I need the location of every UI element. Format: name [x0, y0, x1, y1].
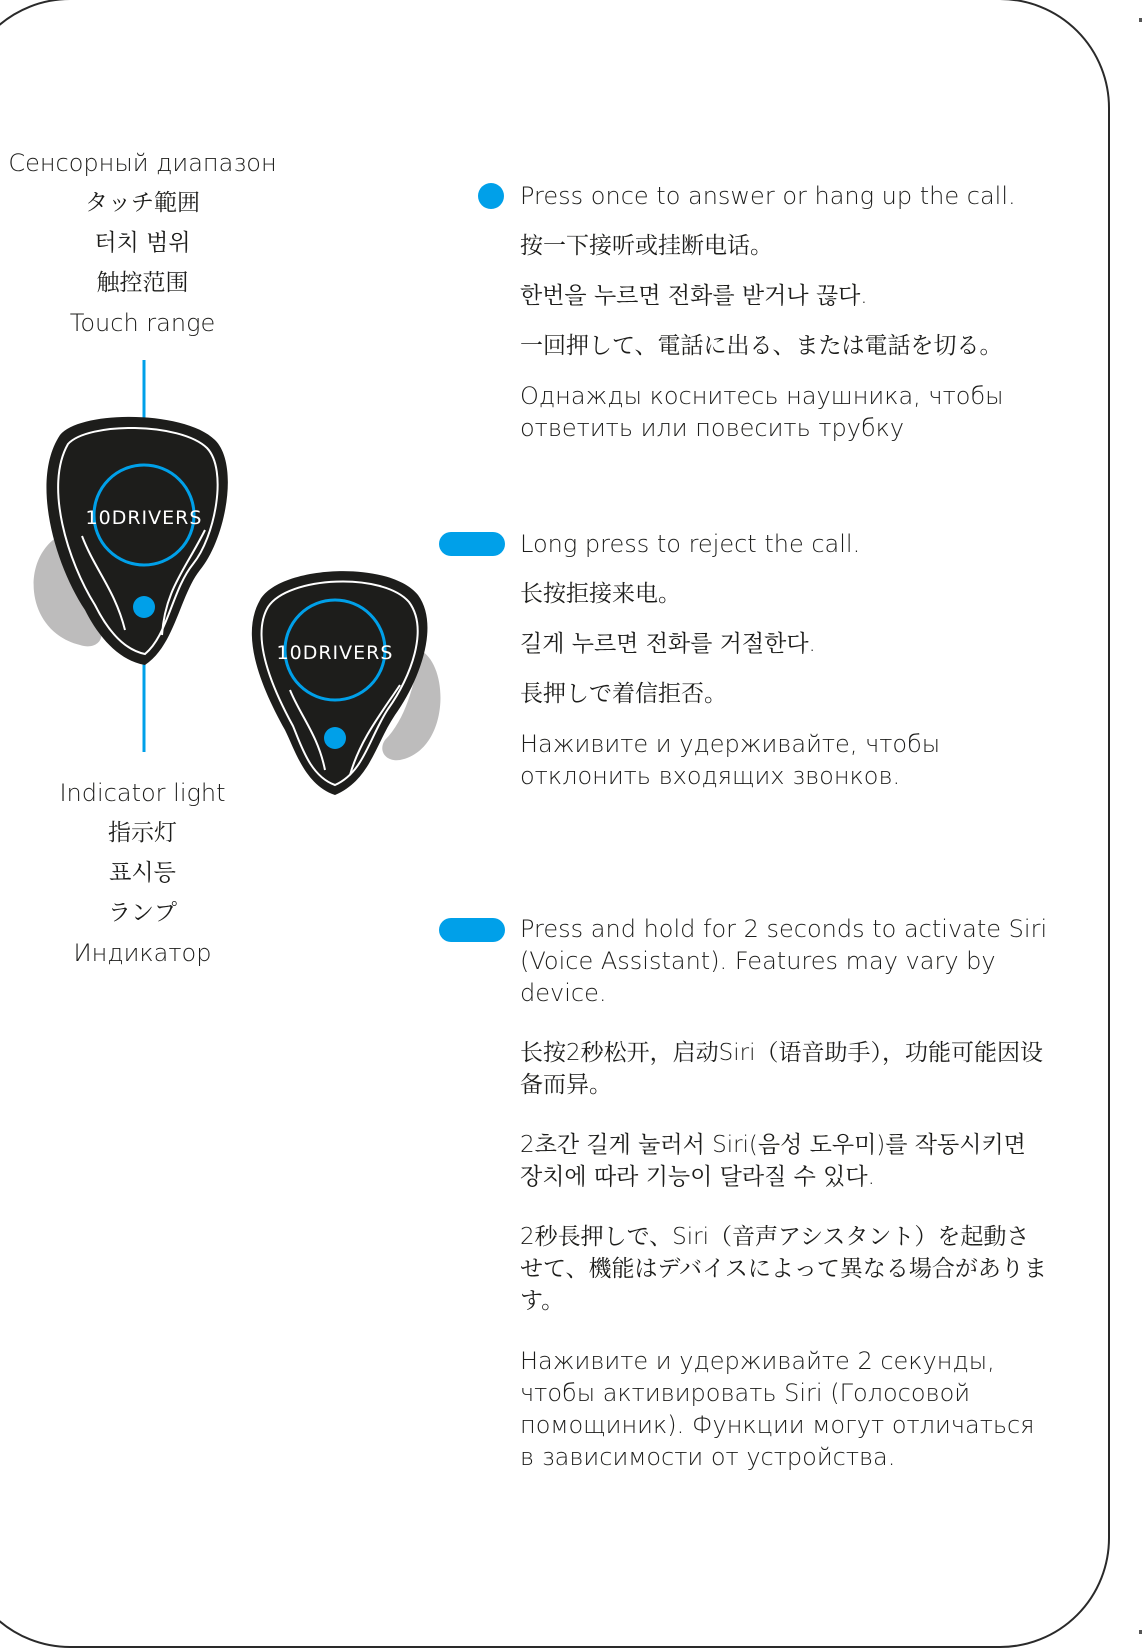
left-earbud-logo: 10DRIVERS: [85, 507, 203, 529]
indicator-label-ja: ランプ: [108, 900, 177, 926]
instruction-text-ja: 長押しで着信拒否。: [520, 681, 727, 707]
left-earbud: [34, 417, 228, 665]
right-earbud-logo: 10DRIVERS: [276, 642, 394, 664]
instruction-text-ko: 한번을 누르면 전화를 받거나 끊다.: [520, 283, 868, 309]
indicator-label-en: Indicator light: [59, 779, 226, 807]
instruction-text-en: Long press to reject the call.: [520, 530, 861, 558]
instruction-text-ru: Наживите и удерживайте 2 секунды, чтобы активировать Siri (Голосовой помощиник). Функции могут отличаться в зависимости от устройства.: [520, 1347, 1035, 1471]
instruction-text-zh: 长按拒接来电。: [520, 581, 681, 607]
indicator-light-labels: [0, 773, 285, 973]
touch-range-label-ja: タッチ範囲: [85, 190, 200, 216]
instruction-text-ko: 2초간 길게 눌러서 Siri(음성 도우미)를 작동시키면 장치에 따라 기능이 달라질 수 있다.: [520, 1132, 1026, 1190]
instruction-text-zh: 按一下接听或挂断电话。: [520, 233, 773, 259]
instruction-text-zh: 长按2秒松开，启动Siri（语音助手），功能可能因设备而异。: [520, 1040, 1043, 1098]
instruction-long-press: [520, 528, 1065, 792]
earbud-diagram: [0, 340, 460, 810]
left-indicator-light: [133, 596, 155, 618]
touch-range-labels: [0, 143, 285, 343]
touch-range-label-ru: Сенсорный диапазон: [8, 149, 277, 177]
instruction-text-en: Press once to answer or hang up the call.: [520, 182, 1016, 210]
instruction-text-ko: 길게 누르면 전화를 거절한다.: [520, 631, 816, 657]
instruction-text-ru: Наживите и удерживайте, чтобы отклонить входящих звонков.: [520, 730, 941, 790]
indicator-label-ko: 표시등: [109, 860, 176, 886]
right-earbud: [252, 571, 441, 795]
instruction-single-press: [520, 180, 1065, 444]
indicator-label-ru: Индикатор: [73, 939, 212, 967]
instruction-text-en: Press and hold for 2 seconds to activate Siri (Voice Assistant). Features may vary by device.: [520, 915, 1048, 1007]
instruction-text-ja: 一回押して、電話に出る、または電話を切る。: [520, 333, 1003, 359]
touch-range-label-ko: 터치 범위: [94, 230, 191, 256]
instruction-text-ja: 2秒長押しで、Siri（音声アシスタント）を起動させて、機能はデバイスによって異なる場合があります。: [520, 1224, 1047, 1314]
touch-range-label-zh: 触控范围: [96, 270, 189, 296]
right-earbud-shell: [252, 571, 428, 795]
long-press-pill-icon: [439, 532, 505, 556]
indicator-label-zh: 指示灯: [108, 820, 177, 846]
instruction-hold-press: [520, 913, 1050, 1473]
instruction-text-ru: Однажды коснитесь наушника, чтобы ответить или повесить трубку: [520, 382, 1004, 442]
touch-range-label-en: Touch range: [69, 309, 216, 337]
single-press-dot-icon: [478, 183, 504, 209]
right-indicator-light: [324, 727, 346, 749]
hold-press-pill-icon: [439, 918, 505, 942]
